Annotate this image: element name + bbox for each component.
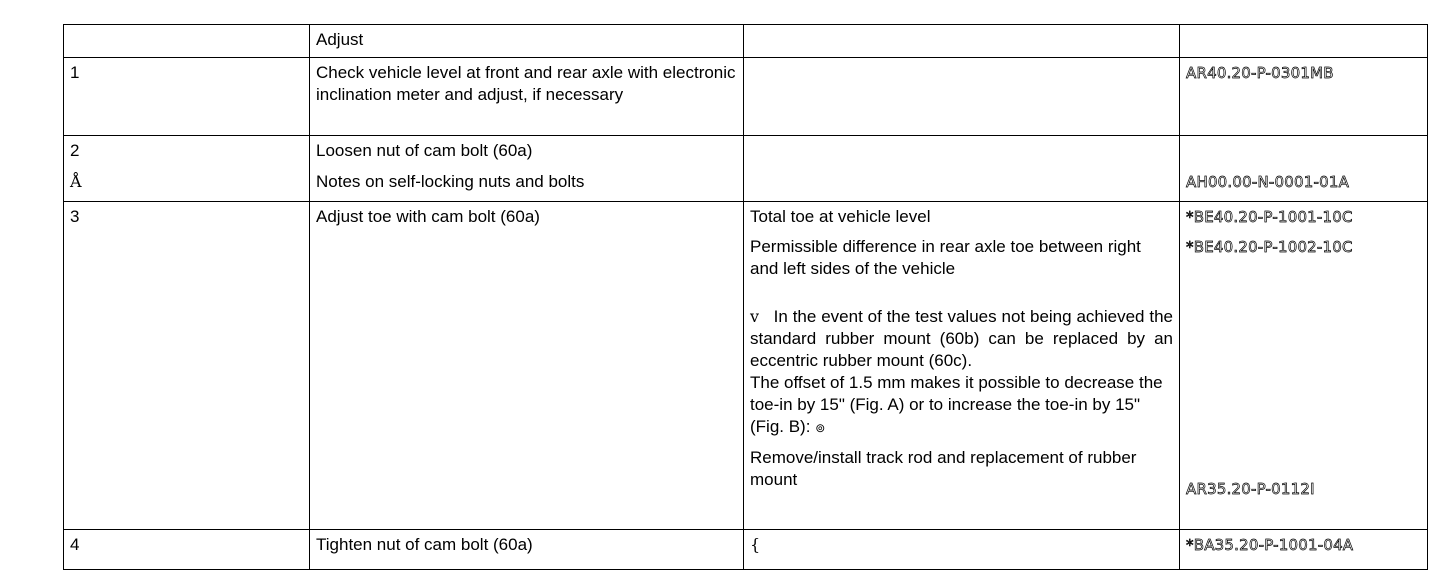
step-ref	[1180, 136, 1428, 202]
step-action: Tighten nut of cam bolt (60a)	[310, 530, 744, 570]
header-cell-ref	[1180, 25, 1428, 58]
step-action: Loosen nut of cam bolt (60a) Notes on self-locking nuts and bolts	[310, 136, 744, 202]
table-row	[64, 58, 1428, 136]
step-number: 2 Å	[64, 136, 310, 202]
header-cell-spec	[744, 25, 1180, 58]
hint-icon: v	[750, 307, 760, 326]
ref1-link[interactable]: *BE40.20-P-1001-10C	[1186, 208, 1353, 226]
procedure-table	[63, 24, 1428, 570]
figure-icon: ⊚	[815, 421, 826, 435]
step-action: Check vehicle level at front and rear axle with electronic inclination meter and adjust, if necessary	[310, 58, 744, 136]
step-spec	[744, 58, 1180, 136]
header-cell-step	[64, 25, 310, 58]
table-row	[64, 530, 1428, 570]
step-ref: *BA35.20-P-1001-04A	[1180, 530, 1428, 570]
step-spec	[744, 136, 1180, 202]
step-number: 1	[64, 58, 310, 136]
step-number: 4	[64, 530, 310, 570]
ref2-link[interactable]: *BE40.20-P-1002-10C	[1186, 238, 1353, 256]
step-spec: Total toe at vehicle level Permissible difference in rear axle toe between right and left sides of the vehicle v In the event of the test values not being achieved the standard rubber mount (60b) can be replaced by an eccentric rubber mount (60c). The offset of 1.5 mm makes it possible to decrease the toe-in by 15" (Fig. A) or to increase the toe-in by 15" (Fig. B): ⊚ Remove/install track rod and replacement of rubber mount	[744, 202, 1180, 530]
note-text: Notes on self-locking nuts and bolts	[316, 172, 585, 191]
step-ref: AR40.20-P-0301MB	[1180, 58, 1428, 136]
step-number: 3	[64, 202, 310, 530]
torque-icon: {	[750, 535, 761, 554]
table-row	[64, 136, 1428, 202]
note-ref-link[interactable]: AH00.00-N-0001-01A	[1186, 173, 1350, 191]
step-action: Adjust toe with cam bolt (60a)	[310, 202, 744, 530]
ref3-link[interactable]: AR35.20-P-0112I	[1186, 480, 1315, 498]
header-cell-action: Adjust	[310, 25, 744, 58]
step-spec	[744, 530, 1180, 570]
table-row	[64, 202, 1428, 530]
note-icon: Å	[70, 172, 82, 191]
header-row	[64, 25, 1428, 58]
step-ref	[1180, 202, 1428, 530]
